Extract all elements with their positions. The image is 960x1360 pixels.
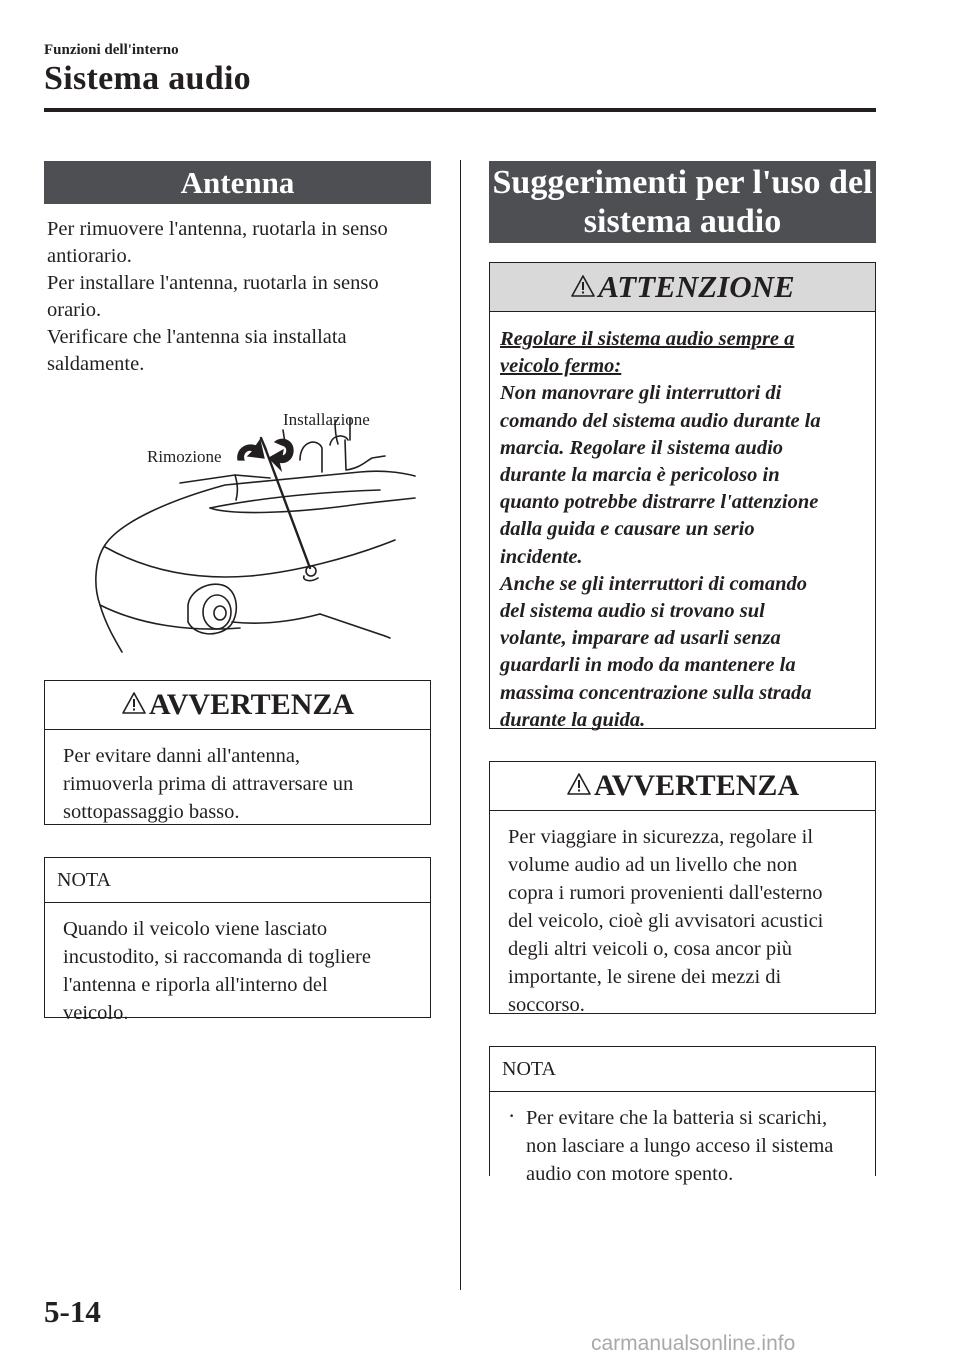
text-line: copra i rumori provenienti dall'esterno [508, 882, 823, 904]
text-line: incustodito, si raccomanda di togliere [63, 946, 371, 968]
text-line: orario. [47, 299, 102, 321]
text-line: incidente. [500, 545, 583, 568]
attention-box [489, 262, 876, 729]
note-body [490, 1092, 875, 1202]
warning-header [45, 681, 430, 730]
bullet-line: · Per evitare che la batteria si scarichi, [508, 1104, 857, 1132]
text-line: veicolo. [63, 1002, 129, 1024]
section-label: Funzioni dell'interno [44, 42, 179, 58]
text-line: del sistema audio si trovano sul [500, 600, 765, 623]
antenna-heading: Antenna [44, 161, 431, 204]
note-title: NOTA [45, 858, 430, 903]
warning-icon [121, 691, 147, 715]
text-line: non lasciare a lungo acceso il sistema [526, 1135, 834, 1157]
antenna-illustration [60, 400, 440, 665]
attention-title: ATTENZIONE [598, 269, 795, 304]
header-rule [44, 108, 876, 112]
text-line: del veicolo, cioè gli avvisatori acustici [508, 910, 824, 932]
text-line: antiorario. [47, 245, 132, 267]
text-line: Per rimuovere l'antenna, ruotarla in senso [47, 218, 388, 240]
watermark: carmanualsonline.info [591, 1332, 796, 1355]
text-line: soccorso. [508, 994, 585, 1016]
text-line: Verificare che l'antenna sia installata [47, 326, 347, 348]
text-line: audio con motore spento. [526, 1163, 734, 1185]
text-line: Per evitare danni all'antenna, [63, 745, 301, 767]
text-line: guardarli in modo da mantenere la [500, 654, 796, 677]
note-title: NOTA [490, 1047, 875, 1092]
text-line: dalla guida e causare un serio [500, 518, 755, 541]
text-line: Per installare l'antenna, ruotarla in senso [47, 272, 379, 294]
text-line: massima concentrazione sulla strada [500, 681, 812, 704]
attention-header [490, 263, 875, 312]
chapter-title: Sistema audio [44, 60, 251, 97]
text-line: Regolare il sistema audio sempre a [500, 328, 795, 350]
warning-icon [570, 274, 596, 298]
text-line: l'antenna e riporla all'interno del [63, 974, 328, 996]
antenna-instructions [47, 216, 427, 378]
warning-title: AVVERTENZA [148, 688, 355, 721]
remove-label: Rimozione [147, 447, 222, 466]
install-label: Installazione [283, 410, 370, 429]
text-line: marcia. Regolare il sistema audio [500, 436, 784, 459]
antenna-note-box [44, 857, 431, 1024]
text-line: volume audio ad un livello che non [508, 854, 798, 876]
tips-heading [489, 161, 876, 243]
text-line: quanto potrebbe distrarre l'attenzione [500, 491, 819, 514]
text-line: Anche se gli interruttori di comando [500, 572, 807, 595]
text-line: saldamente. [47, 353, 145, 375]
text-line: comando del sistema audio durante la [500, 409, 821, 432]
note-body [45, 903, 430, 1041]
text-line: sottopassaggio basso. [63, 801, 240, 823]
text-line: veicolo fermo: [500, 355, 622, 378]
text-line: Quando il veicolo viene lasciato [63, 918, 328, 940]
text-line: volante, imparare ad usarli senza [500, 627, 781, 650]
text-line: durante la guida. [500, 708, 646, 731]
text-line: Non manovrare gli interruttori di [500, 382, 782, 405]
text-line: degli altri veicoli o, cosa ancor più [508, 938, 793, 960]
warning-body [490, 811, 875, 1033]
attention-body [490, 312, 875, 734]
warning-icon [566, 772, 592, 796]
warning-title: AVVERTENZA [593, 769, 800, 802]
tips-heading-line: sistema audio [583, 203, 782, 240]
tips-heading-line: Suggerimenti per l'uso del [492, 164, 873, 201]
text-line: importante, le sirene dei mezzi di [508, 966, 782, 988]
audio-note-box [489, 1046, 876, 1185]
antenna-warning-box [44, 680, 431, 825]
text-line: rimuoverla prima di attraversare un [63, 773, 354, 795]
text-line: durante la marcia è pericoloso in [500, 464, 780, 487]
column-divider [460, 160, 461, 1290]
text-line: Per viaggiare in sicurezza, regolare il [508, 826, 814, 848]
audio-warning-box [489, 761, 876, 1014]
warning-body [45, 730, 430, 840]
page-number: 5-14 [44, 1294, 101, 1329]
warning-header [490, 762, 875, 811]
